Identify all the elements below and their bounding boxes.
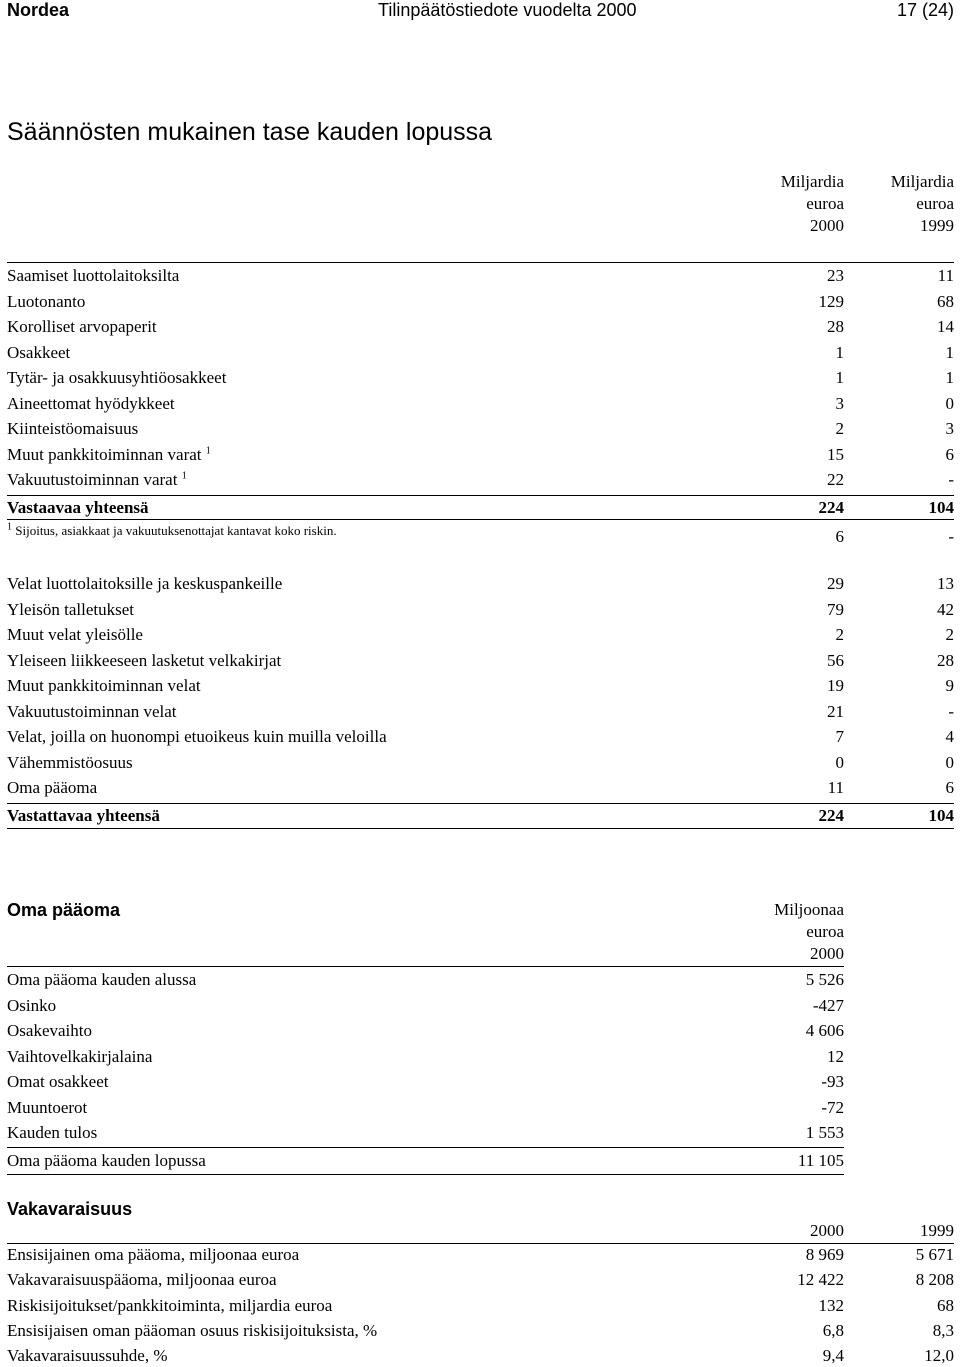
row-label: Ensisijainen oma pääoma, miljoonaa euroa <box>7 1245 300 1264</box>
value-1999: 68 <box>937 291 954 311</box>
row-label: Aineettomat hyödykkeet <box>7 393 175 413</box>
capital-row <box>0 1244 960 1266</box>
value-1999: 2 <box>945 625 954 644</box>
row-label: Tytär- ja osakkuusyhtiöosakkeet <box>7 368 227 387</box>
value-1999: 28 <box>937 650 954 670</box>
liability-row <box>0 752 960 774</box>
liabilities-total-rule <box>7 803 954 804</box>
equity-title: Oma pääoma <box>7 900 121 920</box>
row-label: Velat, joilla on huonompi etuoikeus kuin muilla veloilla <box>7 727 387 746</box>
value-2000: 3 <box>835 393 844 413</box>
assets-total-row: Vastaavaa yhteensä 224 104 <box>7 498 954 517</box>
asset-row <box>0 418 960 440</box>
row-label: Osakkeet <box>7 342 71 362</box>
value-2000: 8 969 <box>805 1245 844 1264</box>
row-label: Oma pääoma kauden alussa <box>7 970 197 989</box>
value-1999: 14 <box>937 317 954 336</box>
value-2000: 11 <box>827 778 844 797</box>
liabilities-total-row: Vastattavaa yhteensä 224 104 <box>7 806 954 825</box>
row-label: Muuntoerot <box>7 1097 88 1117</box>
value-1999: 5 671 <box>915 1245 954 1264</box>
value-1999: 9 <box>945 676 954 695</box>
equity-col-head: Miljoonaa euroa 2000 <box>774 900 844 963</box>
value-1999: 6 <box>945 444 954 464</box>
value-1999: 8,3 <box>932 1320 954 1340</box>
row-label: Omat osakkeet <box>7 1072 109 1091</box>
equity-row <box>0 995 960 1017</box>
asset-row <box>0 393 960 415</box>
equity-row <box>0 969 960 991</box>
equity-bottom-rule <box>7 1174 844 1175</box>
footnote-marker: 1 <box>181 470 187 482</box>
liability-row <box>0 726 960 748</box>
value-1999: 68 <box>937 1295 954 1315</box>
asset-row <box>0 367 960 389</box>
row-label: Osakevaihto <box>7 1021 92 1040</box>
capital-row <box>0 1345 960 1367</box>
footnote-marker: 1 <box>205 444 211 456</box>
capital-row <box>0 1269 960 1291</box>
equity-row <box>0 1097 960 1119</box>
equity-row <box>0 1046 960 1068</box>
value-2000: -427 <box>812 995 844 1015</box>
value-2000: 15 <box>827 444 844 464</box>
value-1999: 8 208 <box>915 1270 954 1290</box>
value-2000: -72 <box>821 1097 844 1117</box>
equity-head-rule <box>7 966 844 967</box>
row-label: Luotonanto <box>7 291 86 311</box>
value-2000: -93 <box>821 1072 844 1091</box>
value-1999: 4 <box>945 727 954 746</box>
liability-row <box>0 675 960 697</box>
liability-row <box>0 777 960 799</box>
row-label: Vakuutustoiminnan varat <box>7 470 178 489</box>
row-label: Vaihtovelkakirjalaina <box>7 1046 153 1066</box>
row-label: Kauden tulos <box>7 1123 98 1142</box>
footnote-row: $^1$ Sijoitus, asiakkaat ja vakuutuksenottajat kantavat koko riskin. 6 - <box>7 521 954 546</box>
value-2000: 1 <box>835 342 844 362</box>
value-2000: 4 606 <box>805 1021 844 1040</box>
row-label: Vakavaraisuuspääoma, miljoonaa euroa <box>7 1270 277 1290</box>
liability-row <box>0 701 960 723</box>
value-2000: 7 <box>835 727 844 746</box>
value-2000: 129 <box>818 291 844 311</box>
equity-total-row: Oma pääoma kauden lopussa 11 105 <box>7 1151 844 1170</box>
value-2000: 0 <box>835 752 844 772</box>
asset-row <box>0 342 960 364</box>
value-2000: 29 <box>827 574 844 593</box>
value-2000: 5 526 <box>805 970 844 989</box>
liability-row <box>0 624 960 646</box>
value-2000: 19 <box>827 676 844 695</box>
page-number: 17 (24) <box>896 0 954 20</box>
value-1999: 12,0 <box>924 1346 954 1366</box>
value-1999: 13 <box>937 574 954 593</box>
value-2000: 2 <box>835 419 844 438</box>
row-label: Riskisijoitukset/pankkitoiminta, miljardia euroa <box>7 1295 333 1315</box>
row-label: Vakavaraisuussuhde, % <box>7 1346 168 1366</box>
balance-head-rule <box>7 262 954 263</box>
asset-row <box>0 316 960 338</box>
capital-title: Vakavaraisuus <box>7 1199 133 1219</box>
row-label: Kiinteistöomaisuus <box>7 419 139 438</box>
row-label: Vähemmistöosuus <box>7 752 133 772</box>
row-label: Ensisijaisen oman pääoman osuus riskisijoituksista, % <box>7 1320 378 1340</box>
assets-total-rule <box>7 495 954 496</box>
capital-row <box>0 1320 960 1342</box>
value-1999: 6 <box>945 778 954 797</box>
row-label: Muut pankkitoiminnan velat <box>7 676 201 695</box>
balance-col-1999-head: Miljardia euroa 1999 <box>890 172 954 235</box>
capital-col-head: 2000 1999 <box>810 1221 954 1240</box>
value-2000: 22 <box>827 470 844 489</box>
value-1999: 11 <box>937 266 954 285</box>
value-2000: 12 <box>827 1046 844 1066</box>
value-1999: - <box>948 470 954 489</box>
liability-row <box>0 599 960 621</box>
asset-row <box>0 291 960 313</box>
value-2000: 1 <box>835 368 844 387</box>
value-2000: 1 553 <box>805 1123 844 1142</box>
value-2000: 23 <box>827 266 844 285</box>
value-2000: 2 <box>835 625 844 644</box>
row-label: Saamiset luottolaitoksilta <box>7 266 180 285</box>
row-label: Velat luottolaitoksille ja keskuspankeille <box>7 574 283 593</box>
asset-row <box>0 444 960 466</box>
liabilities-bottom-rule <box>7 828 954 829</box>
value-2000: 28 <box>827 317 844 336</box>
equity-row <box>0 1020 960 1042</box>
balance-title: Säännösten mukainen tase kauden lopussa <box>7 118 493 146</box>
row-label: Yleisön talletukset <box>7 599 135 619</box>
value-1999: 0 <box>945 393 954 413</box>
value-1999: 42 <box>937 599 954 619</box>
value-2000: 6,8 <box>822 1320 844 1340</box>
value-2000: 21 <box>827 701 844 721</box>
company-name: Nordea <box>7 0 70 20</box>
value-1999: - <box>948 701 954 721</box>
value-1999: 0 <box>945 752 954 772</box>
asset-row <box>0 265 960 287</box>
equity-row <box>0 1071 960 1093</box>
row-label: Oma pääoma <box>7 778 98 797</box>
value-2000: 79 <box>827 599 844 619</box>
balance-col-2000-head: Miljardia euroa 2000 <box>780 172 844 235</box>
row-label: Korolliset arvopaperit <box>7 317 157 336</box>
value-1999: 3 <box>945 419 954 438</box>
liability-row <box>0 573 960 595</box>
row-label: Muut pankkitoiminnan varat <box>7 444 202 464</box>
capital-row <box>0 1295 960 1317</box>
row-label: Muut velat yleisölle <box>7 625 143 644</box>
value-1999: 1 <box>945 342 954 362</box>
equity-row <box>0 1122 960 1144</box>
value-2000: 12 422 <box>797 1270 844 1290</box>
value-1999: 1 <box>945 368 954 387</box>
value-2000: 9,4 <box>822 1346 844 1366</box>
row-label: Osinko <box>7 995 57 1015</box>
liability-row <box>0 650 960 672</box>
equity-total-rule <box>7 1147 844 1148</box>
value-2000: 132 <box>818 1295 844 1315</box>
report-title: Tilinpäätöstiedote vuodelta 2000 <box>378 0 637 20</box>
value-2000: 56 <box>827 650 844 670</box>
asset-row <box>0 469 960 491</box>
row-label: Yleiseen liikkeeseen lasketut velkakirjat <box>7 650 282 670</box>
row-label: Vakuutustoiminnan velat <box>7 701 177 721</box>
